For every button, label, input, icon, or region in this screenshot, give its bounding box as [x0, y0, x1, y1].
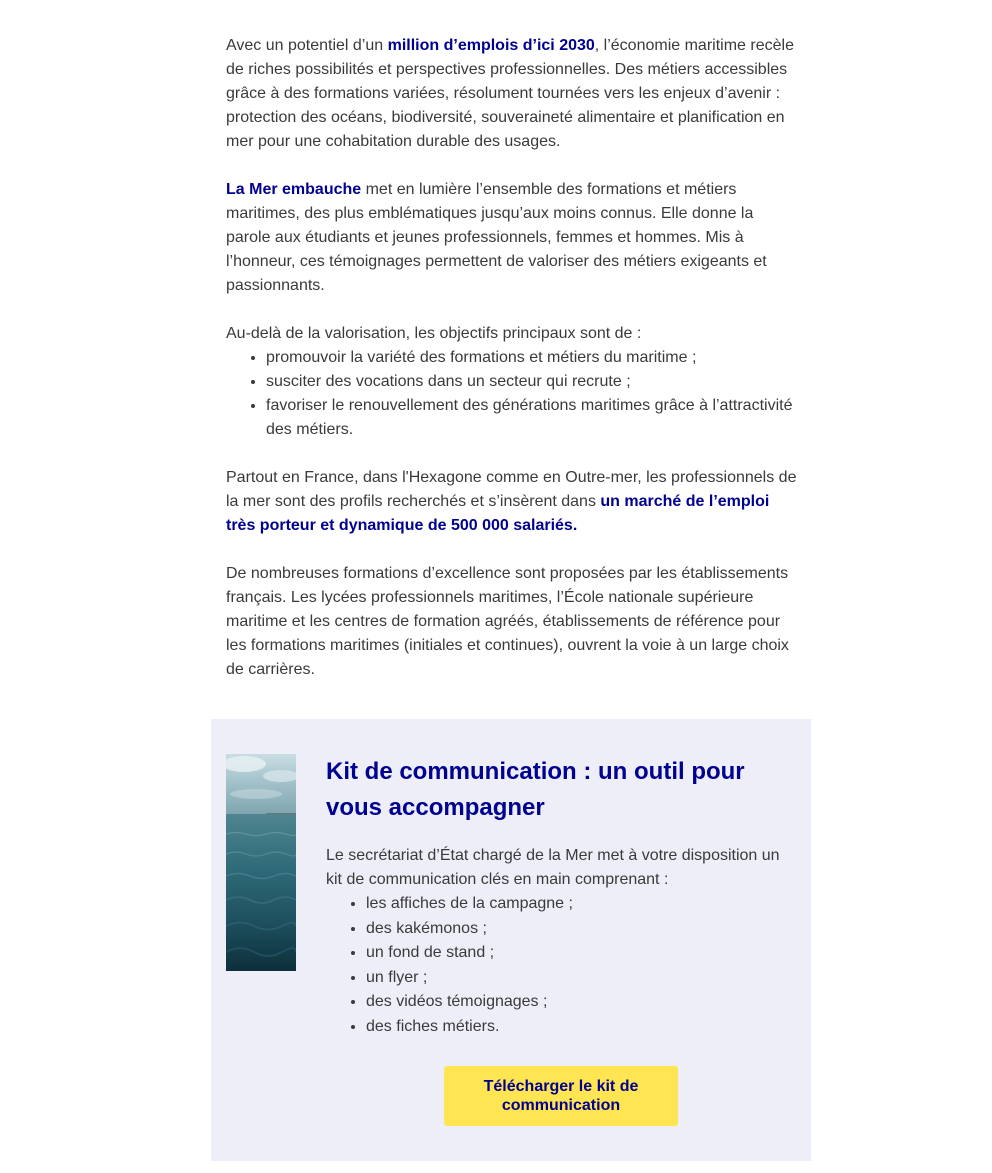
kit-item: • un flyer ; — [366, 966, 786, 991]
objective-item: • susciter des vocations dans un secteur qui recrute ; — [266, 370, 798, 394]
market-highlight: un marché de l’emploi très porteur et dynamique de 500 000 salariés. — [226, 493, 770, 534]
kit-items-list — [326, 892, 786, 1039]
communication-kit-panel — [211, 719, 811, 1161]
kit-item: • des vidéos témoignages ; — [366, 990, 786, 1015]
objective-item: • promouvoir la variété des formations et métiers du maritime ; — [266, 346, 798, 370]
objectives-intro: Au-delà de la valorisation, les objectifs principaux sont de : — [226, 325, 642, 342]
market-paragraph — [226, 466, 798, 538]
jobs-highlight: million d’emplois d’ici 2030 — [387, 37, 595, 54]
campaign-text: met en lumière l’ensemble des formations et métiers maritimes, des plus emblématiques jusqu’aux moins connus. Elle donne la parole aux étudiants et jeunes professionnels, femmes et hommes. Mis à l’honneur, ces témoignages permettent de valoriser des métiers exigeants et passionnants. — [226, 181, 767, 294]
article-body — [226, 34, 798, 706]
objectives-list — [226, 346, 798, 442]
market-text: Partout en France, dans l'Hexagone comme en Outre-mer, les professionnels de la mer sont des profils recherchés et s’insèrent dans — [226, 469, 797, 510]
download-kit-button[interactable]: Télécharger le kit de communication — [444, 1066, 678, 1126]
kit-item: • un fond de stand ; — [366, 941, 786, 966]
intro-text-start: Avec un potentiel d’un — [226, 37, 388, 54]
kit-title: Kit de communication : un outil pour vous accompagner — [326, 758, 745, 821]
kit-text-block — [326, 754, 786, 1039]
kit-item: • les affiches de la campagne ; — [366, 892, 786, 917]
intro-text-end: , l’économie maritime recèle de riches possibilités et perspectives professionnelles. Des métiers accessibles grâce à des formations variées, résolument tournées vers les enjeux d’avenir : protection des océans, biodiversité, souveraineté alimentaire et planification en mer pour une cohabitation durable des usages. — [226, 37, 794, 150]
campaign-paragraph — [226, 178, 798, 298]
objective-item: • favoriser le renouvellement des générations maritimes grâce à l’attractivité des métiers. — [266, 394, 798, 442]
training-paragraph: De nombreuses formations d’excellence sont proposées par les établissements français. Les lycées professionnels maritimes, l’École nationale supérieure maritime et les centres de formation agréés, établissements de référence pour les formations maritimes (initiales et continues), ouvrent la voie à un large choix de carrières. — [226, 565, 789, 678]
kit-item: • des fiches métiers. — [366, 1015, 786, 1040]
intro-paragraph — [226, 34, 798, 154]
kit-item: • des kakémonos ; — [366, 917, 786, 942]
kit-description: Le secrétariat d’État chargé de la Mer met à votre disposition un kit de communication clés en main comprenant : — [326, 847, 780, 888]
sea-image — [226, 754, 296, 971]
campaign-name: La Mer embauche — [226, 181, 362, 198]
